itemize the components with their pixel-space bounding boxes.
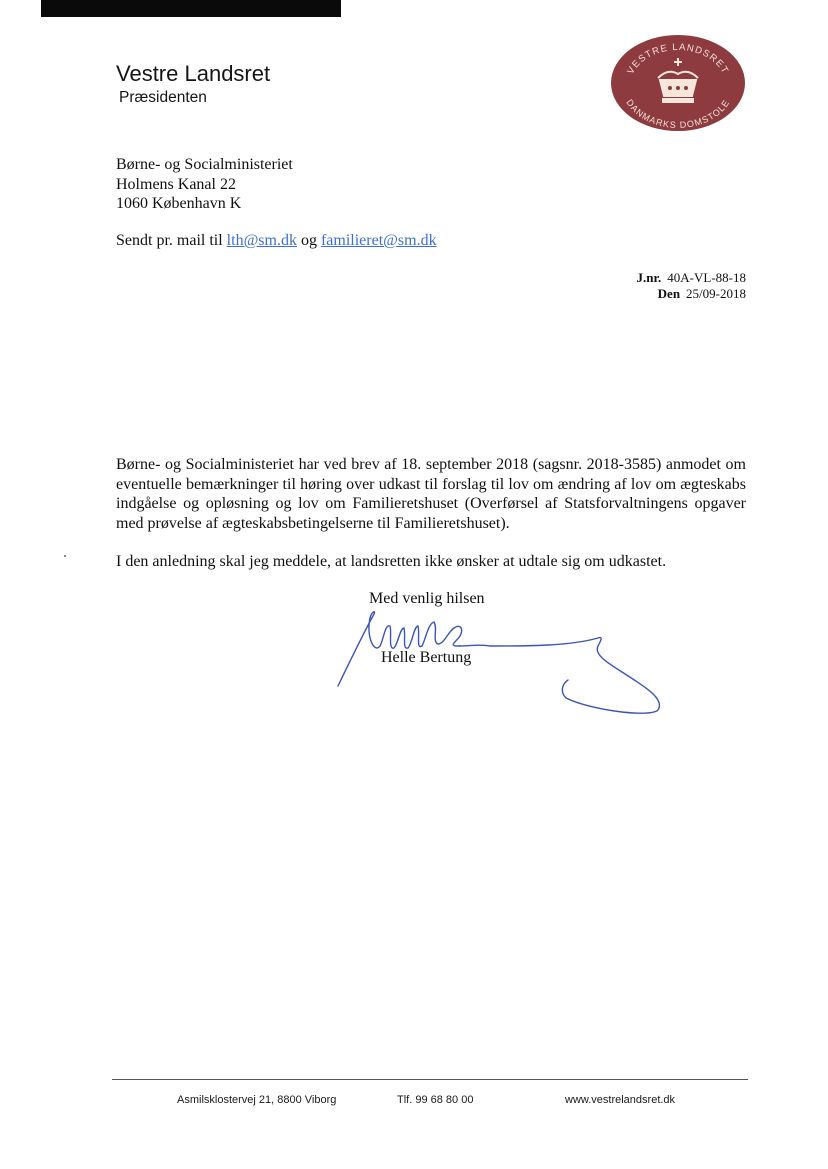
body-paragraph-2: I den anledning skal jeg meddele, at landsretten ikke ønsker at udtale sig om udkastet.: [116, 553, 667, 570]
court-name: Vestre Landsret: [116, 61, 271, 86]
scan-speck: [64, 555, 66, 557]
handwritten-signature: [330, 606, 670, 721]
recipient-line: Børne- og Socialministeriet: [116, 156, 293, 173]
sent-by-mail-line: [116, 232, 437, 250]
footer-divider: [112, 1079, 748, 1080]
recipient-address: [116, 155, 293, 214]
svg-text:DANMARKS DOMSTOLE: DANMARKS DOMSTOLE: [624, 97, 732, 131]
court-seal-logo: [610, 34, 746, 132]
email-link-familieret[interactable]: familieret@sm.dk: [320, 232, 437, 249]
redaction-bar: [41, 0, 341, 17]
svg-text:VESTRE LANDSRET: VESTRE LANDSRET: [625, 41, 731, 77]
signer-name: Helle Bertung: [381, 649, 472, 666]
footer-address: Asmilsklostervej 21, 8800 Viborg: [177, 1094, 337, 1106]
reference-block: [636, 270, 746, 302]
recipient-line: 1060 København K: [116, 195, 242, 212]
jnr-value: 40A-VL-88-18: [667, 270, 746, 285]
body-paragraph-1: Børne- og Socialministeriet har ved brev af 18. september 2018 (sagsnr. 2018-3585) anmodet om eventuelle bemærkninger til høring over udkast til forslag til lov om ændring af lov om ægteskabs indgåelse og opløsning og lov om Familieretshuset (Overførsel af Statsforvaltningens opgaver med prøvelse af ægteskabsbetingelserne til Familieretshuset).: [116, 456, 746, 532]
sent-prefix: Sendt pr. mail til: [116, 232, 227, 249]
court-subtitle: Præsidenten: [119, 89, 207, 106]
footer-website[interactable]: www.vestrelandsret.dk: [565, 1094, 676, 1106]
date-label: Den: [657, 286, 681, 301]
recipient-line: Holmens Kanal 22: [116, 175, 236, 193]
sent-connector: og: [296, 232, 321, 249]
email-link-lth[interactable]: lth@sm.dk: [226, 232, 297, 249]
date-value: 25/09-2018: [686, 286, 746, 301]
jnr-label: J.nr.: [636, 270, 662, 285]
footer-phone: Tlf. 99 68 80 00: [397, 1094, 474, 1106]
closing-greeting: Med venlig hilsen: [369, 590, 485, 607]
